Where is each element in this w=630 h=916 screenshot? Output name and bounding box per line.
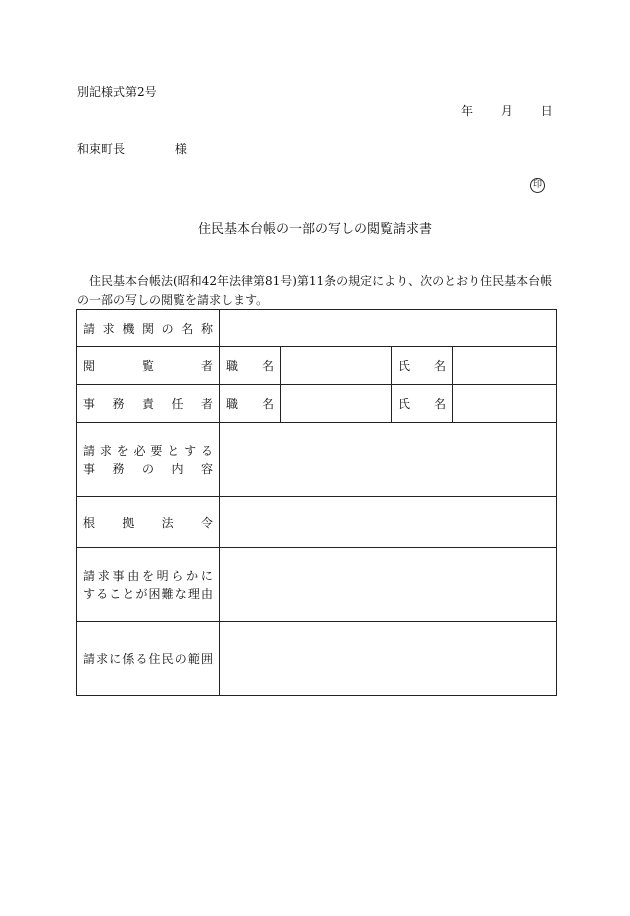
label-resident-scope-text: 請 求 に 係 る 住 民 の 範 囲 [83,652,213,666]
date-day: 日 [540,104,553,118]
label-affairs [77,423,220,497]
label-reason [77,548,220,622]
row-responsible [77,385,557,423]
row-legal-basis [77,497,557,548]
field-viewer-post[interactable] [281,347,392,385]
document-title: 住民基本台帳の一部の写しの閲覧請求書 [197,222,432,237]
request-form-table [76,309,557,696]
row-viewer [77,347,557,385]
field-legal-basis[interactable] [220,497,557,548]
field-affairs[interactable] [220,423,557,497]
row-reason [77,548,557,622]
date-year: 年 [461,104,474,118]
label-responsible-text: 事 務 責 任 者 [83,397,213,411]
form-number: 別記様式第2号 [77,85,157,99]
label-affairs-line2: 事 務 の 内 容 [83,461,213,476]
date-line [461,102,553,119]
label-affairs-line1: 請 求 を 必 要 と す る [83,443,213,458]
field-reason[interactable] [220,548,557,622]
label-responsible-post [220,385,281,423]
label-viewer-post-text: 職 名 [226,359,274,373]
label-responsible [77,385,220,423]
label-reason-line1: 請 求 事 由 を 明 ら か に [83,568,213,583]
addressee [77,140,187,157]
field-responsible-name[interactable] [453,385,557,423]
row-requesting-org [77,310,557,347]
label-requesting-org [77,310,220,347]
label-responsible-name-text: 氏 名 [398,397,446,411]
label-viewer-name [392,347,453,385]
field-requesting-org[interactable] [220,310,557,347]
label-viewer-text: 閲 覧 者 [83,359,213,373]
label-responsible-name [392,385,453,423]
label-requesting-org-text: 請 求 機 関 の 名 称 [83,321,213,336]
date-month: 月 [500,104,513,118]
field-responsible-post[interactable] [281,385,392,423]
field-viewer-name[interactable] [453,347,557,385]
label-resident-scope [77,622,220,696]
label-legal-basis-text: 根 拠 法 令 [83,515,213,530]
row-affairs [77,423,557,497]
label-viewer-name-text: 氏 名 [398,359,446,373]
label-viewer-post [220,347,281,385]
row-resident-scope [77,622,557,696]
label-reason-line2: す る こ と が 困 難 な 理 由 [83,586,213,601]
seal-icon: 印 [530,178,545,193]
label-viewer [77,347,220,385]
addressee-honorific: 様 [174,142,187,156]
label-legal-basis [77,497,220,548]
intro-paragraph: 住民基本台帳法(昭和42年法律第81号)第11条の規定により、次のとおり住民基本台帳の一部の写しの閲覧を請求します。 [77,274,553,307]
addressee-town: 和束町長 [77,142,126,156]
label-responsible-post-text: 職 名 [226,397,274,411]
field-resident-scope[interactable] [220,622,557,696]
